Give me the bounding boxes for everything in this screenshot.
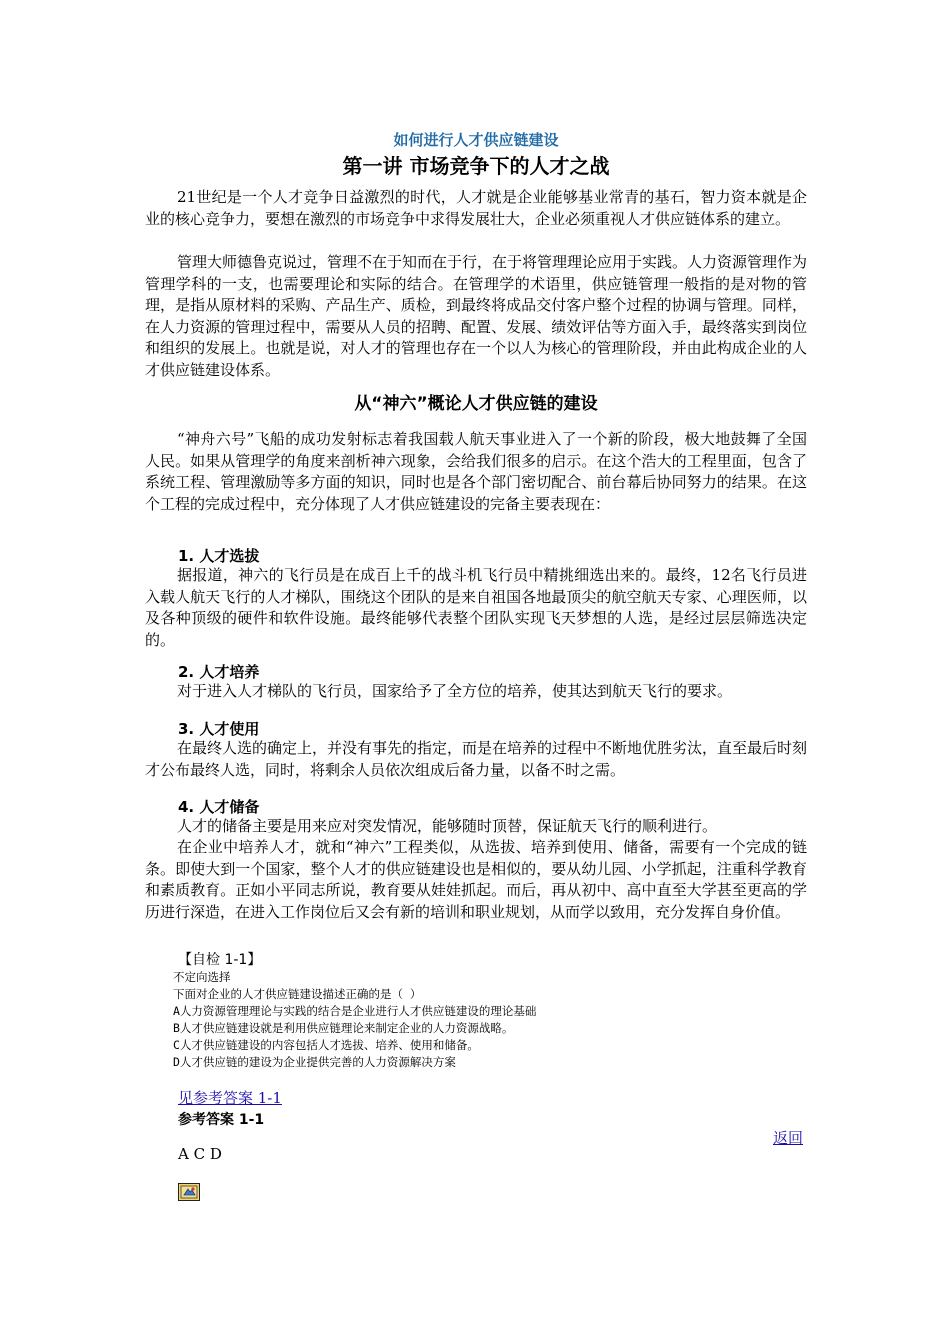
document-title: 如何进行人才供应链建设 — [393, 131, 559, 149]
lecture-title: 第一讲 市场竞争下的人才之战 — [342, 154, 610, 178]
item-heading-selection: 1. 人才选拔 — [178, 547, 260, 565]
self-check-title: 【自检 1-1】 — [178, 952, 262, 968]
section-title: 从“神六”概论人才供应链的建设 — [354, 394, 598, 414]
section-intro-paragraph: “神舟六号”飞船的成功发射标志着我国载人航天事业进入了一个新的阶段，极大地鼓舞了全国人民。如果从管理学的角度来剖析神六现象，会给我们很多的启示。在这个浩大的工程里面，包含了系统工程、管理激励等多方面的知识，同时也是各个部门密切配合、前台幕后协同努力的结果。在这个工程的完成过程中，充分体现了人才供应链建设的完备主要表现在： — [145, 430, 807, 513]
embedded-object-icon[interactable] — [178, 1183, 200, 1201]
answer-label: 参考答案 1-1 — [178, 1112, 265, 1128]
option-b: B人才供应链建设就是利用供应链理论来制定企业的人力资源战略。 — [173, 1021, 514, 1035]
item-heading-usage: 3. 人才使用 — [178, 720, 260, 738]
intro-paragraph-1: 21世纪是一个人才竞争日益激烈的时代，人才就是企业能够基业常青的基石，智力资本就是企业的核心竞争力，要想在激烈的市场竞争中求得发展壮大，企业必须重视人才供应链体系的建立。 — [145, 188, 807, 228]
answer-value: A C D — [178, 1145, 222, 1163]
item-text-reserve: 人才的储备主要是用来应对突发情况，能够随时顶替，保证航天飞行的顺利进行。 — [177, 817, 718, 835]
item-text-usage: 在最终人选的确定上，并没有事先的指定，而是在培养的过程中不断地优胜劣汰，直至最后时刻才公布最终人选，同时，将剩余人员依次组成后备力量，以备不时之需。 — [145, 739, 808, 779]
item-text-training: 对于进入人才梯队的飞行员，国家给予了全方位的培养，使其达到航天飞行的要求。 — [177, 682, 733, 700]
question-text: 下面对企业的人才供应链建设描述正确的是（ ） — [173, 987, 422, 1001]
option-c: C人才供应链建设的内容包括人才选拔、培养、使用和储备。 — [173, 1038, 479, 1052]
item-heading-training: 2. 人才培养 — [178, 663, 260, 681]
option-a: A人力资源管理理论与实践的结合是企业进行人才供应链建设的理论基础 — [173, 1004, 537, 1018]
see-answer-link[interactable]: 见参考答案 1-1 — [178, 1089, 282, 1107]
question-type: 不定向选择 — [173, 970, 231, 984]
item-heading-reserve: 4. 人才储备 — [178, 798, 260, 816]
intro-paragraph-2: 管理大师德鲁克说过，管理不在于知而在于行，在于将管理理论应用于实践。人力资源管理作为管理学科的一支，也需要理论和实际的结合。在管理学的术语里，供应链管理一般指的是对物的管理，是指从原材料的采购、产品生产、质检，到最终将成品交付客户整个过程的协调与管理。同样，在人力资源的管理过程中，需要从人员的招聘、配置、发展、绩效评估等方面入手，最终落实到岗位和组织的发展上。也就是说，对人才的管理也存在一个以人为核心的管理阶段，并由此构成企业的人才供应链建设体系。 — [145, 253, 808, 379]
back-link[interactable]: 返回 — [773, 1129, 804, 1147]
option-d: D人才供应链的建设为企业提供完善的人力资源解决方案 — [173, 1055, 456, 1069]
item-text-reserve-continued: 在企业中培养人才，就和“神六”工程类似，从选拔、培养到使用、储备，需要有一个完成的链条。即使大到一个国家，整个人才的供应链建设也是相似的，要从幼儿园、小学抓起，注重科学教育和素质教育。正如小平同志所说，教育要从娃娃抓起。而后，再从初中、高中直至大学甚至更高的学历进行深造，在进入工作岗位后又会有新的培训和职业规划，从而学以致用，充分发挥自身价值。 — [145, 838, 807, 921]
item-text-selection: 据报道，神六的飞行员是在成百上千的战斗机飞行员中精挑细选出来的。最终，12名飞行员进入载人航天飞行的人才梯队，围绕这个团队的是来自祖国各地最顶尖的航空航天专家、心理医师，以及各种顶级的硬件和软件设施。最终能够代表整个团队实现飞天梦想的人选，是经过层层筛选决定的。 — [145, 566, 807, 649]
